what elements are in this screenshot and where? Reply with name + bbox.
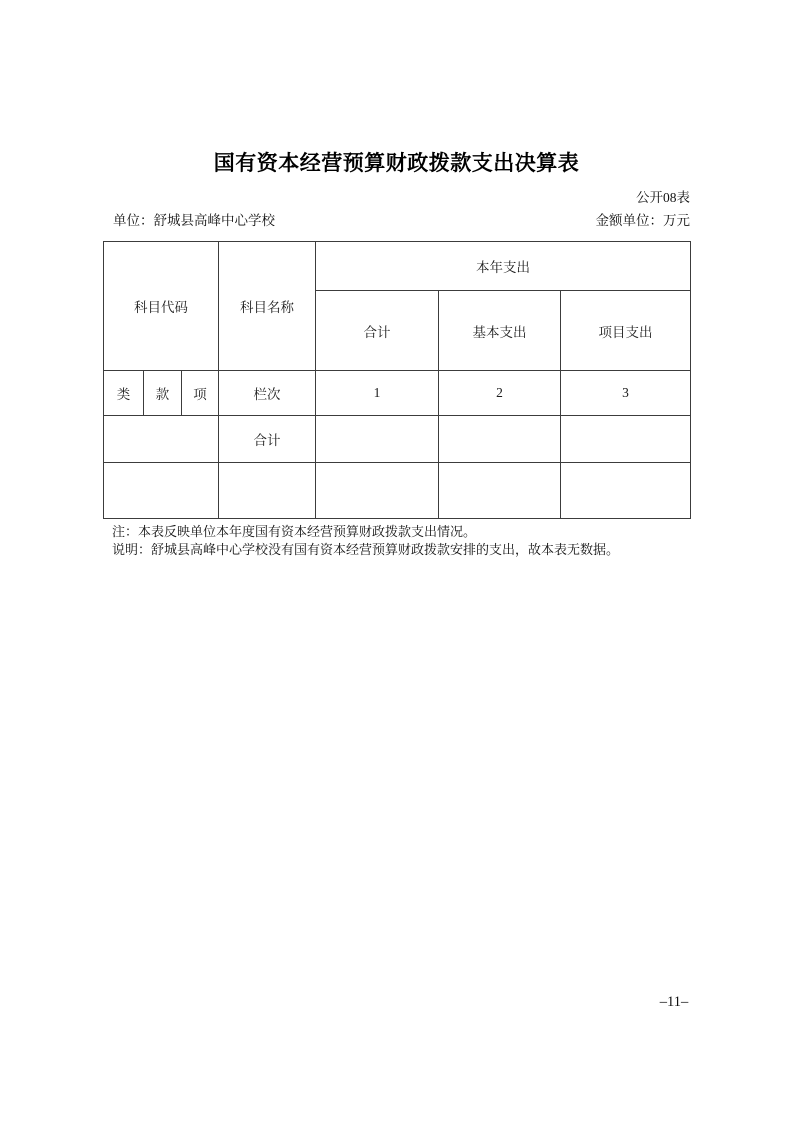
cell-code	[104, 416, 219, 463]
table-row	[104, 463, 691, 519]
form-code: 公开08表	[636, 190, 690, 205]
unit-name: 单位：舒城县高峰中心学校	[113, 213, 275, 228]
header-basic-expenditure: 基本支出	[439, 291, 561, 371]
note-line-1: 注：本表反映单位本年度国有资本经营预算财政拨款支出情况。	[112, 524, 477, 539]
header-class: 类	[104, 371, 144, 416]
header-section: 款	[144, 371, 182, 416]
cell-project	[561, 463, 691, 519]
unit-info-row	[103, 209, 690, 229]
cell-name: 合计	[219, 416, 316, 463]
cell-name	[219, 463, 316, 519]
header-col-2: 2	[439, 371, 561, 416]
table-row	[104, 416, 691, 463]
cell-code	[104, 463, 219, 519]
expenditure-table	[103, 241, 691, 519]
cell-total	[316, 416, 439, 463]
header-current-year-expenditure: 本年支出	[316, 242, 691, 291]
amount-unit: 金额单位：万元	[595, 213, 690, 228]
page-title: 国有资本经营预算财政拨款支出决算表	[213, 152, 580, 175]
cell-total	[316, 463, 439, 519]
header-total: 合计	[316, 291, 439, 371]
header-project-expenditure: 项目支出	[561, 291, 691, 371]
header-subject-name: 科目名称	[219, 242, 316, 371]
header-column-label: 栏次	[219, 371, 316, 416]
cell-basic	[439, 463, 561, 519]
header-subject-code: 科目代码	[104, 242, 219, 371]
cell-basic	[439, 416, 561, 463]
header-col-1: 1	[316, 371, 439, 416]
header-item: 项	[182, 371, 219, 416]
cell-project	[561, 416, 691, 463]
header-col-3: 3	[561, 371, 691, 416]
note-line-2: 说明：舒城县高峰中心学校没有国有资本经营预算财政拨款安排的支出，故本表无数据。	[112, 541, 620, 557]
table-notes	[112, 523, 712, 558]
page-number: –11–	[659, 994, 689, 1010]
